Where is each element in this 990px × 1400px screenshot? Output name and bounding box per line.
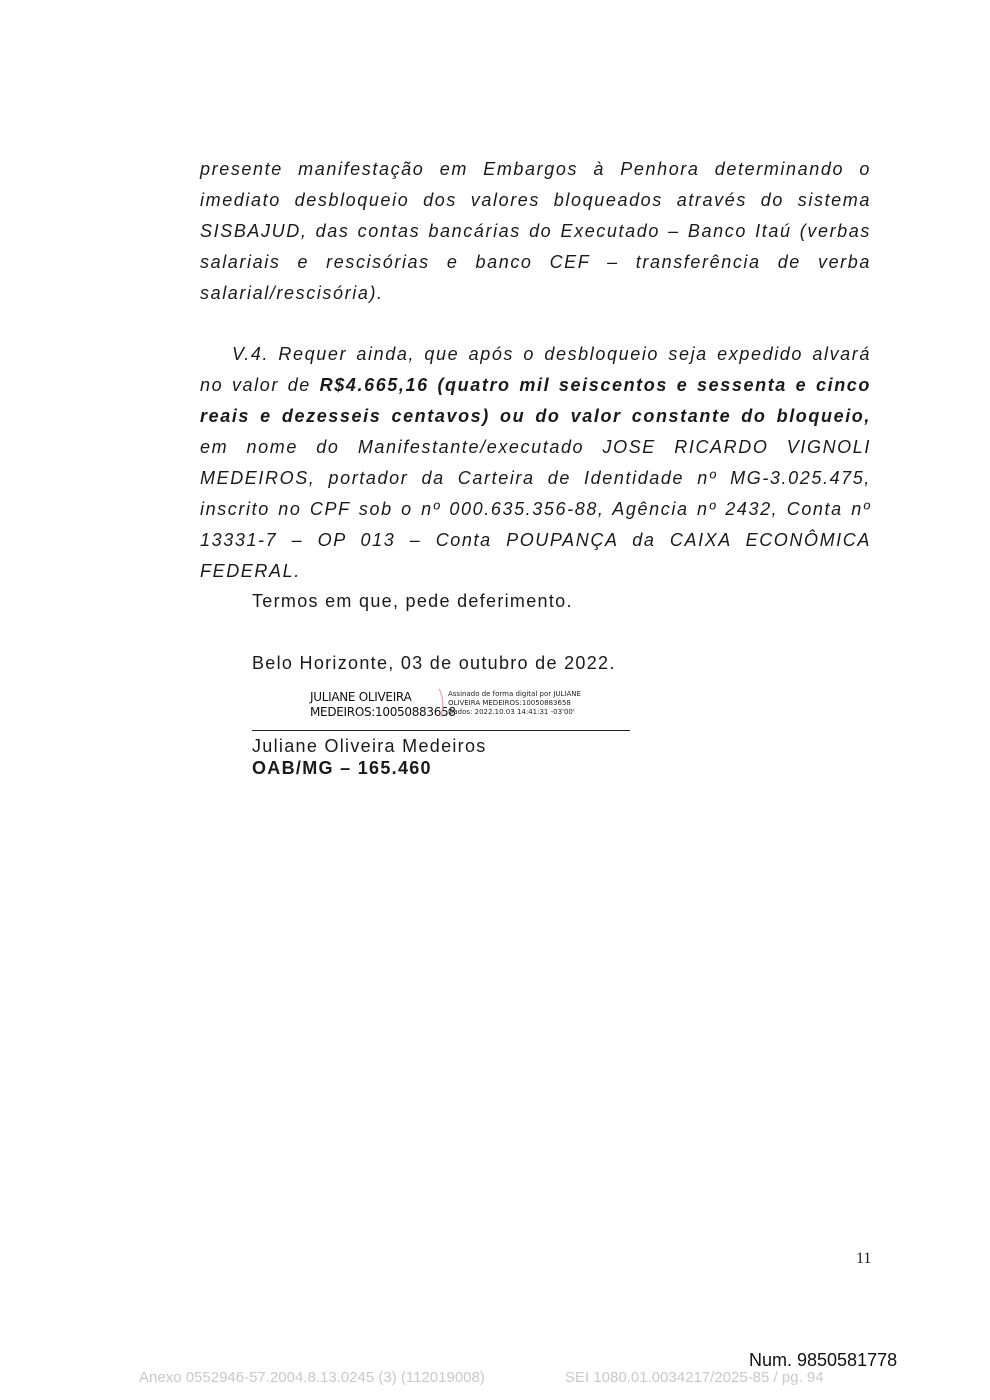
signature-line bbox=[252, 730, 630, 731]
signature-name-line-2: MEDEIROS:10050883658 bbox=[310, 705, 456, 719]
signature-mark-icon bbox=[438, 688, 446, 718]
page-number: 11 bbox=[856, 1250, 872, 1267]
signature-name bbox=[310, 690, 456, 720]
signature-name-line-1: JULIANE OLIVEIRA bbox=[310, 690, 412, 704]
signature-detail-line-2: OLIVEIRA MEDEIROS:10050883658 bbox=[448, 699, 571, 707]
place-date: Belo Horizonte, 03 de outubro de 2022. bbox=[252, 653, 616, 673]
body-paragraph-2 bbox=[200, 339, 871, 587]
footer-annex-ref: Anexo 0552946-57.2004.8.13.0245 (3) (112019008) bbox=[139, 1369, 485, 1386]
footer-sei-ref: SEI 1080.01.0034217/2025-85 / pg. 94 bbox=[565, 1369, 824, 1386]
signature-details bbox=[448, 690, 581, 717]
signature-detail-line-3: Dados: 2022.10.03 14:41:31 -03'00' bbox=[448, 708, 575, 716]
oab-registration: OAB/MG – 165.460 bbox=[252, 758, 432, 778]
document-num-stamp: Num. 9850581778 bbox=[749, 1350, 898, 1370]
closing-text: Termos em que, pede deferimento. bbox=[252, 591, 573, 611]
paragraph-2-lead: V.4. Requer ainda, que após o desbloqueio seja expedido alvará no valor de bbox=[200, 344, 871, 395]
paragraph-2-amount: R$4.665,16 (quatro mil seiscentos e sessenta e cinco reais e dezesseis centavos) ou do valor constante do bloqueio, bbox=[200, 375, 871, 426]
paragraph-2-tail: em nome do Manifestante/executado JOSE RICARDO VIGNOLI MEDEIROS, portador da Carteira de Identidade nº MG-3.025.475, inscrito no CPF sob o nº 000.635.356-88, Agência nº 2432, Conta nº 13331-7 – OP 013 – Conta POUPANÇA da CAIXA ECONÔMICA FEDERAL. bbox=[200, 437, 871, 581]
signer-name: Juliane Oliveira Medeiros bbox=[252, 736, 487, 756]
digital-signature bbox=[252, 688, 632, 738]
body-paragraph-1: presente manifestação em Embargos à Penhora determinando o imediato desbloqueio dos valores bloqueados através do sistema SISBAJUD, das contas bancárias do Executado – Banco Itaú (verbas salariais e rescisórias e banco CEF – transferência de verba salarial/rescisória). bbox=[200, 159, 871, 303]
signature-detail-line-1: Assinado de forma digital por JULIANE bbox=[448, 690, 581, 698]
footer-watermark bbox=[0, 1369, 990, 1389]
